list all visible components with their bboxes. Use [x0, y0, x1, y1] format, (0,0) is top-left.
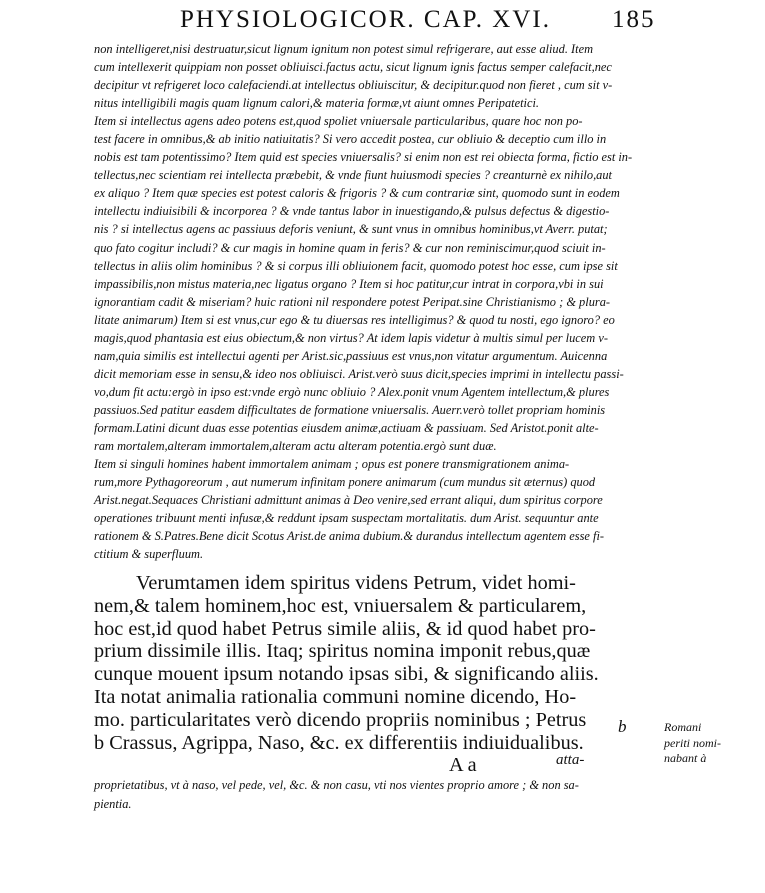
commentary-line: ex aliquo ? Item quæ species est potest caloris & frigoris ? & cum contrariæ sint, quomodo sunt in eodem	[94, 186, 620, 201]
commentary-line: proprietatibus, vt à naso, vel pede, vel, &c. & non casu, vti nos vientes proprio amore ; & non sa-	[94, 778, 579, 792]
commentary-line: dicit memoriam esse in sensu,& ideo nos obliuisci. Arist.verò suus dicit,species imprimi in intellectu passi-	[94, 366, 624, 381]
main-text-line: nem,& talem hominem,hoc est, vniuersalem & particularem,	[94, 594, 587, 617]
margin-note-line: periti nomi-	[664, 735, 721, 750]
commentary-line: cum intellexerit quippiam non posset obliuisci.factus actu, sicut lignum ignis factus semper calefacit,nec	[94, 60, 612, 75]
commentary-line: ctitium & superfluum.	[94, 547, 204, 562]
commentary-line: test facere in omnibus,& ab initio natiuitatis? Si vero accedit postea, cur obliuio & deceptio cum illo in	[94, 132, 607, 147]
commentary-line: ram mortalem,alteram immortalem,alteram actu alteram potentia.ergò sunt duæ.	[94, 439, 497, 454]
main-text-line: b Crassus, Agrippa, Naso, &c. ex differentiis indiuidualibus.	[94, 731, 584, 754]
commentary-line: ignorantiam cadit & miseriam? huic rationi nil respondere potest Peripat.sine Christianismo ; & plura-	[94, 294, 611, 309]
main-text-block	[94, 572, 614, 777]
commentary-line: nam,quia similis est intellectui agenti per Arist.sic,passiuus est vnus,non vitatur argumentum. Auicenna	[94, 348, 608, 363]
margin-reference-mark: b	[618, 717, 627, 736]
commentary-line: tellectus,nec scientiam rei intellecta præbebit, & vnde fiunt huiusmodi species ? creanturnè ex nihilo,aut	[94, 168, 612, 183]
commentary-line: litate animarum) Item si est vnus,cur ego & tu diuersas res intelligimus? & quod tu nosti, ego ignoro? eo	[94, 312, 615, 327]
margin-note-line: nabant à	[664, 751, 707, 765]
commentary-line: rum,more Pythagoreorum , aut numerum infinitam ponere animarum (cum mundus sit æternus) quod	[94, 475, 596, 490]
commentary-line: vo,dum fit actu:ergò in ipso est:vnde ergò nunc obliuio ? Alex.ponit vnum Agentem intellectum,& plures	[94, 384, 610, 399]
commentary-line: passiuos.Sed patitur easdem difficultates de formatione vniuersalis. Auerr.verò tollet propriam hominis	[94, 402, 606, 417]
commentary-block	[94, 40, 659, 563]
commentary-line: non intelligeret,nisi destruatur,sicut lignum ignitum non potest simul refrigerare, aut esse aliud. Item	[94, 42, 594, 56]
page-number: 185	[612, 6, 656, 33]
commentary-line: nis ? si intellectus agens ac passiuus deforis veniunt, & sunt vnus in omnibus hominibus,vt Averr. putat;	[94, 222, 608, 237]
commentary-line: nitus intelligibili magis quam lignum calori,& materia formæ,vt aiunt omnes Peripatetici.	[94, 96, 540, 111]
commentary-line: pientia.	[94, 797, 132, 811]
trailing-commentary	[94, 776, 659, 814]
commentary-line: magis,quod phantasia est eius obiectum,& non virtus? At idem lapis videtur à multis simul per lucem v-	[94, 330, 608, 345]
commentary-line: Item si intellectus agens adeo potens est,quod spoliet vniuersale particularibus, quare hoc non po-	[94, 114, 583, 129]
commentary-line: intellectu indiuisibili & incorporea ? & vnde tantus labor in inuestigando,& pulsus defectus & digestio-	[94, 204, 610, 219]
main-text-line: mo. particularitates verò dicendo propriis nominibus ; Petrus	[94, 708, 587, 731]
commentary-line: rationem & S.Patres.Bene dicit Scotus Arist.de anima dubium.& durandus intellectum agentem esse fi-	[94, 529, 605, 544]
margin-note	[664, 720, 764, 767]
commentary-line: tellectus in aliis olim hominibus ? & si corpus illi obliuionem facit, quomodo potest hoc esse, cum ipse sit	[94, 258, 618, 273]
commentary-line: operationes tribuunt menti infusæ,& reddunt ipsam suspectam mortalitatis. dum Arist. sequuntur ante	[94, 511, 599, 526]
commentary-line: Arist.negat.Sequaces Christiani admittunt animas à Deo venire,sed errant aliqui, dum spiritus corpore	[94, 493, 603, 508]
main-text-line: prium dissimile illis. Itaq; spiritus nomina imponit rebus,quæ	[94, 640, 591, 663]
main-text-line: cunque mouent ipsum notando ipsas sibi, & significando aliis.	[94, 663, 599, 686]
main-text-line: Ita notat animalia rationalia communi nomine dicendo, Ho-	[94, 685, 577, 708]
commentary-line: Item si singuli homines habent immortalem animam ; opus est ponere transmigrationem anima-	[94, 457, 570, 472]
running-head: PHYSIOLOGICOR. CAP. XVI.	[180, 6, 551, 33]
margin-note-line: Romani	[664, 720, 702, 734]
commentary-line: decipitur vt refrigeret loco calefaciendi.at intellectus obliuiscitur, & decipitur.quod non fieret , cum sit v-	[94, 78, 613, 93]
commentary-line: impassibilis,non mistus materia,nec ligatus organo ? Item si hoc patitur,cur intrat in corpora,vbi in sui	[94, 276, 604, 291]
commentary-line: formam.Latini dicunt duas esse potentias eiusdem animæ,actiuam & passiuam. Sed Aristot.ponit alte-	[94, 420, 599, 435]
signature-mark: A a	[449, 754, 477, 777]
main-text-line: Verumtamen idem spiritus videns Petrum, videt homi-	[136, 572, 576, 594]
catchword: atta-	[556, 752, 585, 768]
commentary-line: nobis est tam potentissimo? Item quid est species vniuersalis? si enim non est rei obiecta forma, fictio est in-	[94, 150, 633, 165]
main-text-line: hoc est,id quod habet Petrus simile aliis, & id quod habet pro-	[94, 617, 596, 640]
commentary-line: quo fato cogitur includi? & cur magis in homine quam in feris? & cur non reminiscimur,quod sciuit in-	[94, 240, 606, 255]
